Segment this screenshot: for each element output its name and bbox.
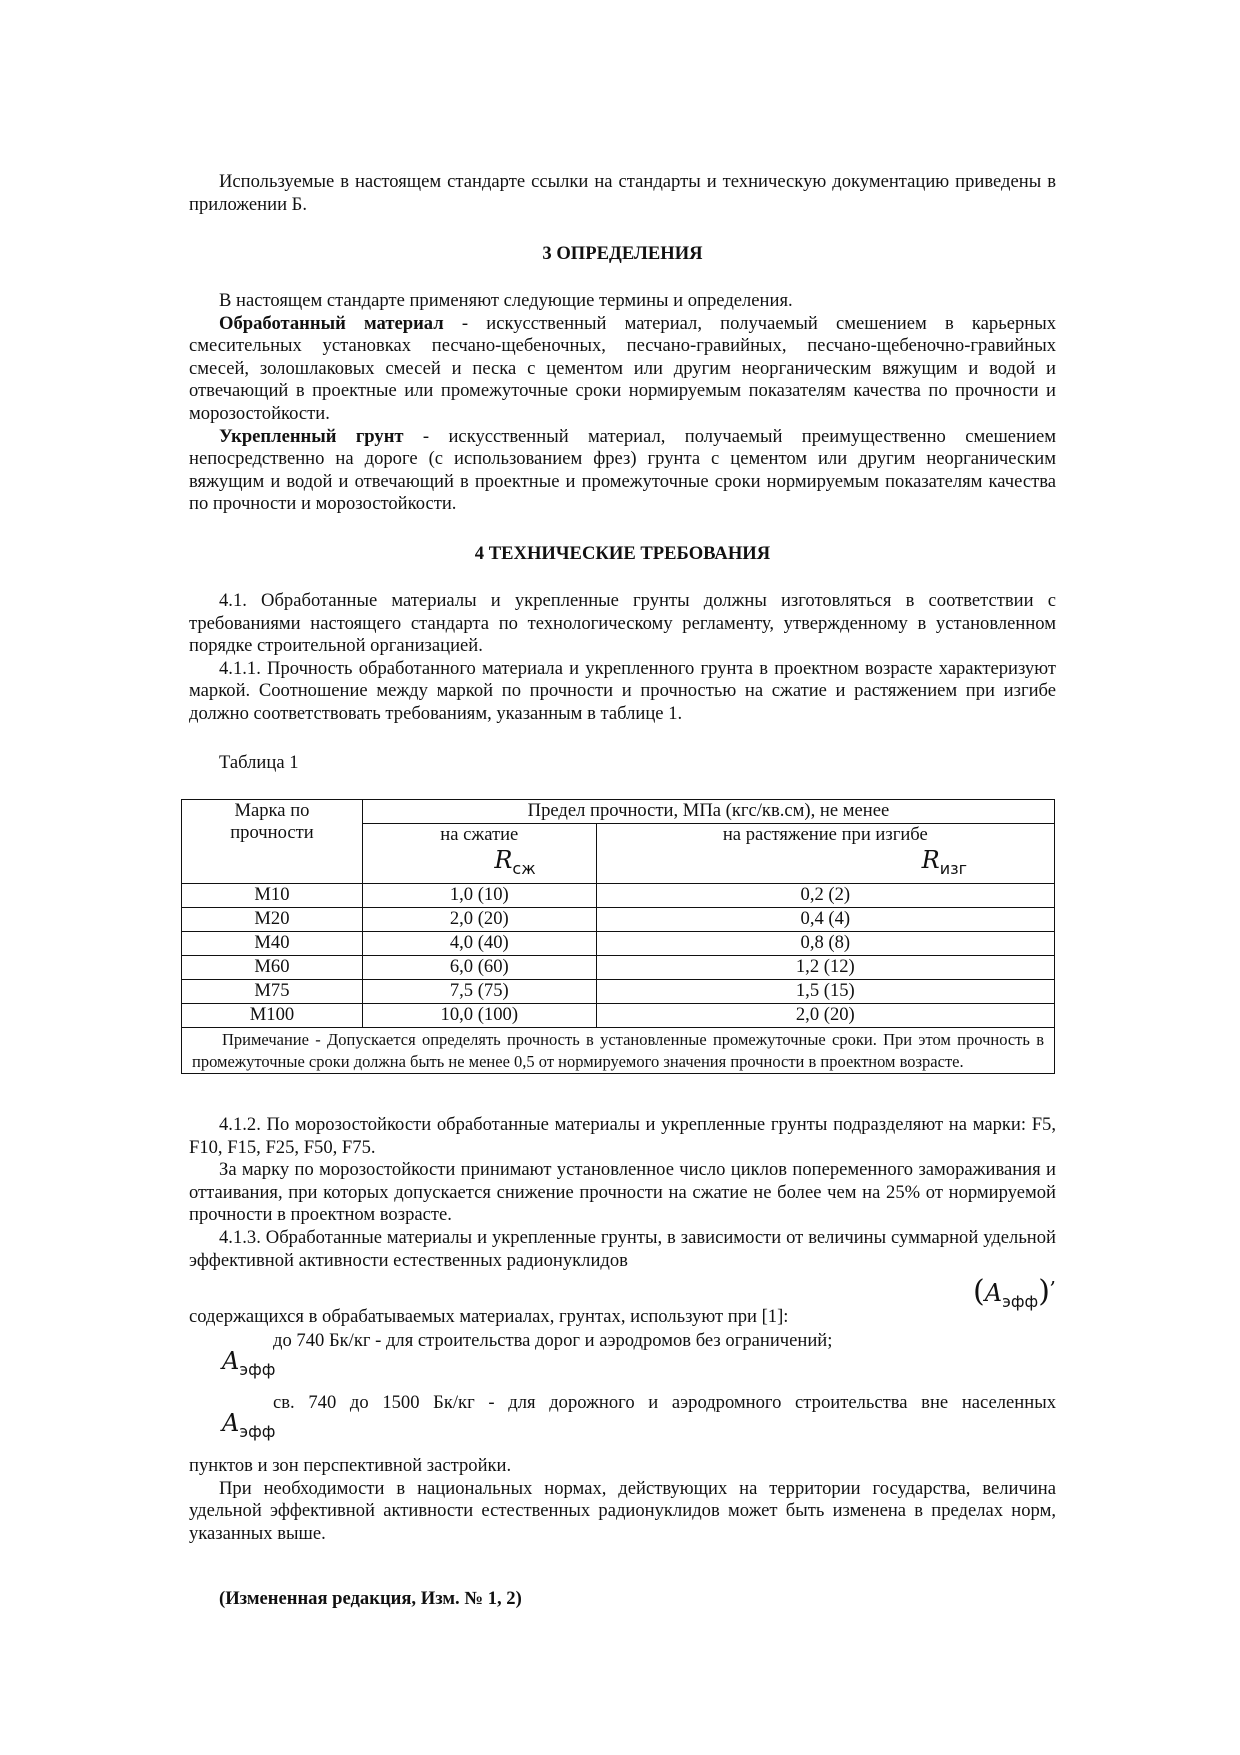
section-3-body	[189, 290, 1056, 516]
clause-4-1-1: 4.1.1. Прочность обработанного материала и укрепленного грунта в проектном возрасте характеризуют маркой. Соотношение между маркой по прочности и прочностью на сжатие и растяжением при изгибе должно соответствовать требованиям, указанным в таблице 1.	[189, 657, 1056, 724]
section-4-heading: 4 ТЕХНИЧЕСКИЕ ТРЕБОВАНИЯ	[474, 543, 771, 564]
r-subscript: изг	[939, 859, 967, 878]
r-symbol: R	[494, 846, 513, 874]
cell-compression: 1,0 (10)	[362, 884, 596, 908]
table-row	[182, 956, 1055, 980]
clause-4-1-3: 4.1.3. Обработанные материалы и укрепленные грунты, в зависимости от величины суммарной удельной эффективной активности естественных радионуклидов	[189, 1226, 1056, 1271]
cell-bending: 2,0 (20)	[596, 1004, 1054, 1028]
cell-compression: 7,5 (75)	[362, 980, 596, 1004]
cell-grade: М60	[182, 956, 363, 980]
term-definition: - искусственный материал, получаемый преимущественно смешением непосредственно на дороге (с использованием фрез) грунта с цементом или другим неорганическим вяжущим и водой и отвечающий в проектные и промежуточные сроки нормируемым показателям качества по прочности и морозостойкости.	[189, 425, 1056, 515]
cell-grade: М75	[182, 980, 363, 1004]
activity-symbol: A	[222, 1347, 240, 1375]
cell-compression: 4,0 (40)	[362, 932, 596, 956]
national-norms-paragraph: При необходимости в национальных нормах, действующих на территории государства, величина удельной эффективной активности естественных радионуклидов может быть изменена в пределах норм, указанных выше.	[189, 1477, 1056, 1544]
section-3-heading: 3 ОПРЕДЕЛЕНИЯ	[542, 243, 703, 264]
intro-paragraph: Используемые в настоящем стандарте ссылки на стандарты и техническую документацию приведены в приложении Б.	[189, 171, 1056, 215]
frost-grade-paragraph: За марку по морозостойкости принимают установленное число циклов попеременного замораживания и оттаивания, при которых допускается снижение прочности на сжатие не более чем на 25% от нормируемой прочности в проектном возрасте.	[189, 1159, 1056, 1226]
amendment-note: (Измененная редакция, Изм. № 1, 2)	[219, 1588, 522, 1609]
compression-label: на сжатие	[440, 824, 519, 845]
table-caption: Таблица 1	[219, 752, 299, 773]
cell-bending: 0,2 (2)	[596, 884, 1054, 908]
clause-4-1-2: 4.1.2. По морозостойкости обработанные материалы и укрепленные грунты подразделяют на марки: F5, F10, F15, F25, F50, F75.	[189, 1114, 1056, 1158]
table-note: Примечание - Допускается определять прочность в установленные промежуточные сроки. При этом прочность в промежуточные сроки должна быть не менее 0,5 от нормируемого значения прочности в проектном возрасте.	[182, 1028, 1055, 1074]
header-bending	[596, 824, 1054, 884]
section-4-body	[189, 590, 1056, 726]
table-row	[182, 980, 1055, 1004]
header-compression	[362, 824, 596, 884]
cell-bending: 0,8 (8)	[596, 932, 1054, 956]
table-row	[182, 908, 1055, 932]
table-row	[182, 1004, 1055, 1028]
cell-grade: М100	[182, 1004, 363, 1028]
activity-symbol: A	[984, 1279, 1003, 1307]
clause-4-1-3-continuation: содержащихся в обрабатываемых материалах, грунтах, используют при [1]:	[189, 1306, 789, 1327]
table-row	[182, 884, 1055, 908]
condition-1-symbol	[222, 1347, 276, 1382]
definitions-intro: В настоящем стандарте применяют следующие термины и определения.	[219, 290, 793, 311]
cell-grade: М10	[182, 884, 363, 908]
header-grade: Марка по прочности	[182, 800, 363, 884]
clause-4-1: 4.1. Обработанные материалы и укрепленные грунты должны изготовляться в соответствии с требованиями настоящего стандарта по технологическому регламенту, утвержденному в установленном порядке строительной организацией.	[189, 590, 1056, 657]
paren-open: (	[973, 1274, 985, 1309]
bending-symbol	[597, 846, 1054, 883]
paren-close: )	[1038, 1274, 1050, 1309]
activity-subscript: эфф	[1002, 1292, 1039, 1311]
condition-2-symbol	[222, 1409, 276, 1444]
activity-subscript: эфф	[239, 1360, 276, 1379]
r-subscript: сж	[512, 859, 536, 878]
cell-bending: 0,4 (4)	[596, 908, 1054, 932]
table-row	[182, 932, 1055, 956]
comma: ,	[1049, 1264, 1057, 1288]
term-label: Укрепленный грунт	[219, 425, 404, 447]
table-note-row	[182, 1028, 1055, 1074]
condition-2-continuation: пунктов и зон перспективной застройки.	[189, 1455, 512, 1476]
term-label: Обработанный материал	[219, 312, 444, 334]
table-header-row-1	[182, 800, 1055, 824]
compression-symbol	[363, 846, 596, 883]
header-strength-limit: Предел прочности, МПа (кгс/кв.см), не менее	[362, 800, 1054, 824]
closing-paragraphs	[189, 1455, 1056, 1545]
cell-bending: 1,5 (15)	[596, 980, 1054, 1004]
condition-2: св. 740 до 1500 Бк/кг - для дорожного и аэродромного строительства вне населенных	[273, 1392, 1056, 1413]
cell-grade: М40	[182, 932, 363, 956]
activity-symbol: A	[222, 1409, 240, 1437]
definition-stabilized-soil	[189, 426, 1056, 516]
r-symbol: R	[921, 846, 940, 874]
section-4-frost	[189, 1114, 1056, 1272]
cell-compression: 2,0 (20)	[362, 908, 596, 932]
cell-compression: 10,0 (100)	[362, 1004, 596, 1028]
bending-label: на растяжение при изгибе	[722, 824, 928, 845]
cell-grade: М20	[182, 908, 363, 932]
definition-processed-material	[189, 313, 1056, 426]
cell-bending: 1,2 (12)	[596, 956, 1054, 980]
strength-table	[181, 799, 1055, 1074]
condition-1: до 740 Бк/кг - для строительства дорог и аэродромов без ограничений;	[273, 1330, 833, 1351]
cell-compression: 6,0 (60)	[362, 956, 596, 980]
term-definition: - искусственный материал, получаемый смешением в карьерных смесительных установках песчано-щебеночных, песчано-гравийных, песчано-щебеночно-гравийных смесей, золошлаковых смесей и песка с цементом или другим неорганическим вяжущим и водой и отвечающий в проектные или промежуточные сроки нормируемым показателям качества по прочности и морозостойкости.	[189, 312, 1056, 424]
activity-subscript: эфф	[239, 1422, 276, 1441]
